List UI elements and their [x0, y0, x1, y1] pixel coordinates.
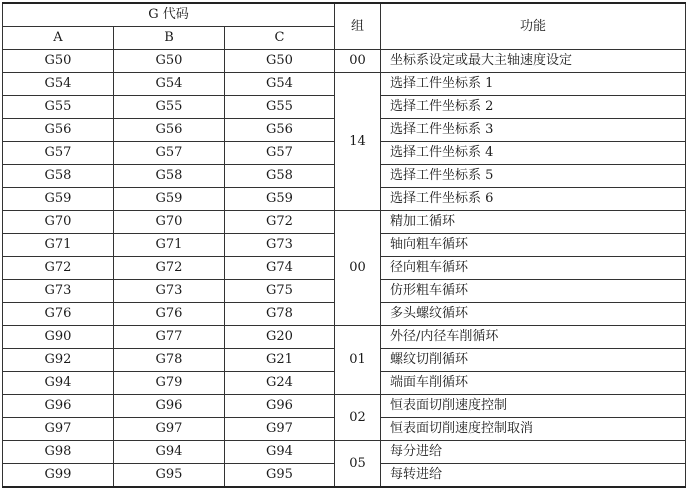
table-body [3, 50, 686, 488]
function-cell: 精加工循环 [381, 211, 686, 234]
code-b-cell: G78 [114, 349, 225, 372]
code-a-cell: G58 [3, 165, 114, 188]
code-c-cell: G55 [225, 96, 335, 119]
code-a-cell: G71 [3, 234, 114, 257]
code-a-cell: G57 [3, 142, 114, 165]
code-a-cell: G92 [3, 349, 114, 372]
function-cell: 多头螺纹循环 [381, 303, 686, 326]
function-cell: 外径/内径车削循环 [381, 326, 686, 349]
group-cell: 14 [335, 73, 381, 211]
table-row [3, 211, 686, 234]
column-a-header: A [3, 27, 114, 50]
code-c-cell: G50 [225, 50, 335, 73]
code-c-cell: G59 [225, 188, 335, 211]
function-cell: 坐标系设定或最大主轴速度设定 [381, 50, 686, 73]
code-a-cell: G76 [3, 303, 114, 326]
function-header: 功能 [381, 3, 686, 50]
code-a-cell: G70 [3, 211, 114, 234]
code-b-cell: G97 [114, 418, 225, 441]
group-cell: 00 [335, 211, 381, 326]
code-b-cell: G57 [114, 142, 225, 165]
code-a-cell: G72 [3, 257, 114, 280]
gcode-table [2, 2, 686, 488]
code-c-cell: G78 [225, 303, 335, 326]
code-b-cell: G59 [114, 188, 225, 211]
function-cell: 恒表面切削速度控制取消 [381, 418, 686, 441]
code-b-cell: G58 [114, 165, 225, 188]
code-c-cell: G56 [225, 119, 335, 142]
code-b-cell: G56 [114, 119, 225, 142]
function-cell: 选择工件坐标系 6 [381, 188, 686, 211]
group-cell: 05 [335, 441, 381, 488]
gcode-header: G 代码 [3, 3, 335, 27]
code-b-cell: G50 [114, 50, 225, 73]
code-c-cell: G20 [225, 326, 335, 349]
function-cell: 选择工件坐标系 5 [381, 165, 686, 188]
code-a-cell: G99 [3, 464, 114, 488]
function-cell: 每转进给 [381, 464, 686, 488]
code-a-cell: G59 [3, 188, 114, 211]
column-b-header: B [114, 27, 225, 50]
group-cell: 01 [335, 326, 381, 395]
function-cell: 轴向粗车循环 [381, 234, 686, 257]
code-c-cell: G72 [225, 211, 335, 234]
function-cell: 选择工件坐标系 2 [381, 96, 686, 119]
code-a-cell: G73 [3, 280, 114, 303]
code-a-cell: G94 [3, 372, 114, 395]
code-c-cell: G97 [225, 418, 335, 441]
code-c-cell: G94 [225, 441, 335, 464]
code-a-cell: G54 [3, 73, 114, 96]
code-b-cell: G96 [114, 395, 225, 418]
code-a-cell: G90 [3, 326, 114, 349]
code-c-cell: G24 [225, 372, 335, 395]
code-c-cell: G57 [225, 142, 335, 165]
group-cell: 02 [335, 395, 381, 441]
table-row [3, 326, 686, 349]
code-b-cell: G79 [114, 372, 225, 395]
function-cell: 仿形粗车循环 [381, 280, 686, 303]
code-a-cell: G56 [3, 119, 114, 142]
code-c-cell: G54 [225, 73, 335, 96]
function-cell: 端面车削循环 [381, 372, 686, 395]
code-a-cell: G96 [3, 395, 114, 418]
code-c-cell: G21 [225, 349, 335, 372]
code-c-cell: G58 [225, 165, 335, 188]
function-cell: 每分进给 [381, 441, 686, 464]
table-row [3, 441, 686, 464]
code-b-cell: G55 [114, 96, 225, 119]
code-a-cell: G50 [3, 50, 114, 73]
code-b-cell: G94 [114, 441, 225, 464]
table-row [3, 395, 686, 418]
table-row [3, 73, 686, 96]
code-b-cell: G77 [114, 326, 225, 349]
function-cell: 螺纹切削循环 [381, 349, 686, 372]
code-b-cell: G70 [114, 211, 225, 234]
code-b-cell: G72 [114, 257, 225, 280]
code-b-cell: G95 [114, 464, 225, 488]
function-cell: 恒表面切削速度控制 [381, 395, 686, 418]
code-c-cell: G96 [225, 395, 335, 418]
function-cell: 选择工件坐标系 4 [381, 142, 686, 165]
code-b-cell: G54 [114, 73, 225, 96]
code-c-cell: G74 [225, 257, 335, 280]
code-b-cell: G71 [114, 234, 225, 257]
code-c-cell: G73 [225, 234, 335, 257]
code-a-cell: G55 [3, 96, 114, 119]
group-header: 组 [335, 3, 381, 50]
code-b-cell: G76 [114, 303, 225, 326]
function-cell: 选择工件坐标系 3 [381, 119, 686, 142]
function-cell: 径向粗车循环 [381, 257, 686, 280]
code-a-cell: G97 [3, 418, 114, 441]
code-c-cell: G95 [225, 464, 335, 488]
column-c-header: C [225, 27, 335, 50]
group-cell: 00 [335, 50, 381, 73]
code-c-cell: G75 [225, 280, 335, 303]
code-a-cell: G98 [3, 441, 114, 464]
code-b-cell: G73 [114, 280, 225, 303]
function-cell: 选择工件坐标系 1 [381, 73, 686, 96]
table-row [3, 50, 686, 73]
